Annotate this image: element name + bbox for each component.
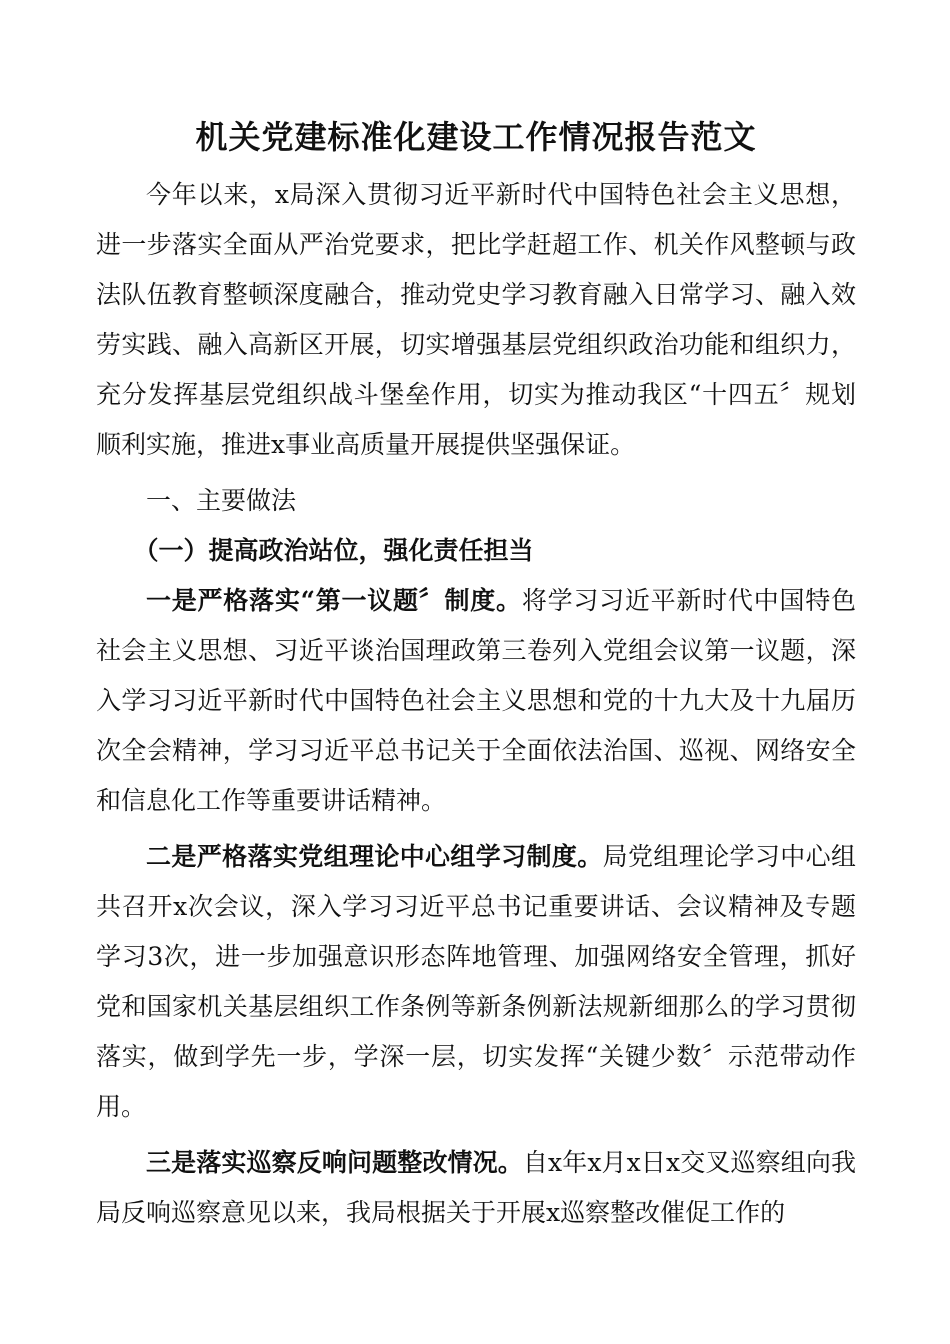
document-page <box>96 112 856 1238</box>
item-lead-study-group: 二是严格落实党组理论中心组学习制度。 <box>146 842 603 871</box>
document-title: 机关党建标准化建设工作情况报告范文 <box>195 118 757 156</box>
item-paragraph-inspection-rectification <box>96 1138 856 1238</box>
item-lead-first-topic: 一是严格落实“第一议题〞制度。 <box>146 586 522 615</box>
item-paragraph-study-group <box>96 832 856 1132</box>
intro-paragraph: 今年以来，x局深入贯彻习近平新时代中国特色社会主义思想，进一步落实全面从严治党要求，把比学赶超工作、机关作风整顿与政法队伍教育整顿深度融合，推动党史学习教育融入日常学习、融入效劳实践、融入高新区开展，切实增强基层党组织政治功能和组织力，充分发挥基层党组织战斗堡垒作用，切实为推动我区“十四五〞规划顺利实施，推进x事业高质量开展提供坚强保证。 <box>96 180 856 459</box>
subsection-heading-political-stance: （一）提高政治站位，强化责任担当 <box>133 536 534 565</box>
item-body-inspection-rectification: 自x年x月x日x交叉巡察组向我局反响巡察意见以来，我局根据关于开展x巡察整改催促工作的 <box>96 1148 856 1227</box>
item-body-first-topic: 将学习习近平新时代中国特色社会主义思想、习近平谈治国理政第三卷列入党组会议第一议题，深入学习习近平新时代中国特色社会主义思想和党的十九大及十九届历次全会精神，学习习近平总书记关于全面依法治国、巡视、网络安全和信息化工作等重要讲话精神。 <box>96 586 856 815</box>
item-paragraph-first-topic <box>96 576 856 826</box>
item-lead-inspection-rectification: 三是落实巡察反响问题整改情况。 <box>146 1148 523 1177</box>
item-body-study-group: 局党组理论学习中心组共召开x次会议，深入学习习近平总书记重要讲话、会议精神及专题学习3次，进一步加强意识形态阵地管理、加强网络安全管理，抓好党和国家机关基层组织工作条例等新条例新法规新细那么的学习贯彻落实，做到学先一步，学深一层，切实发挥“关键少数〞示范带动作用。 <box>96 842 856 1121</box>
section-heading-main-practices: 一、主要做法 <box>146 486 297 515</box>
